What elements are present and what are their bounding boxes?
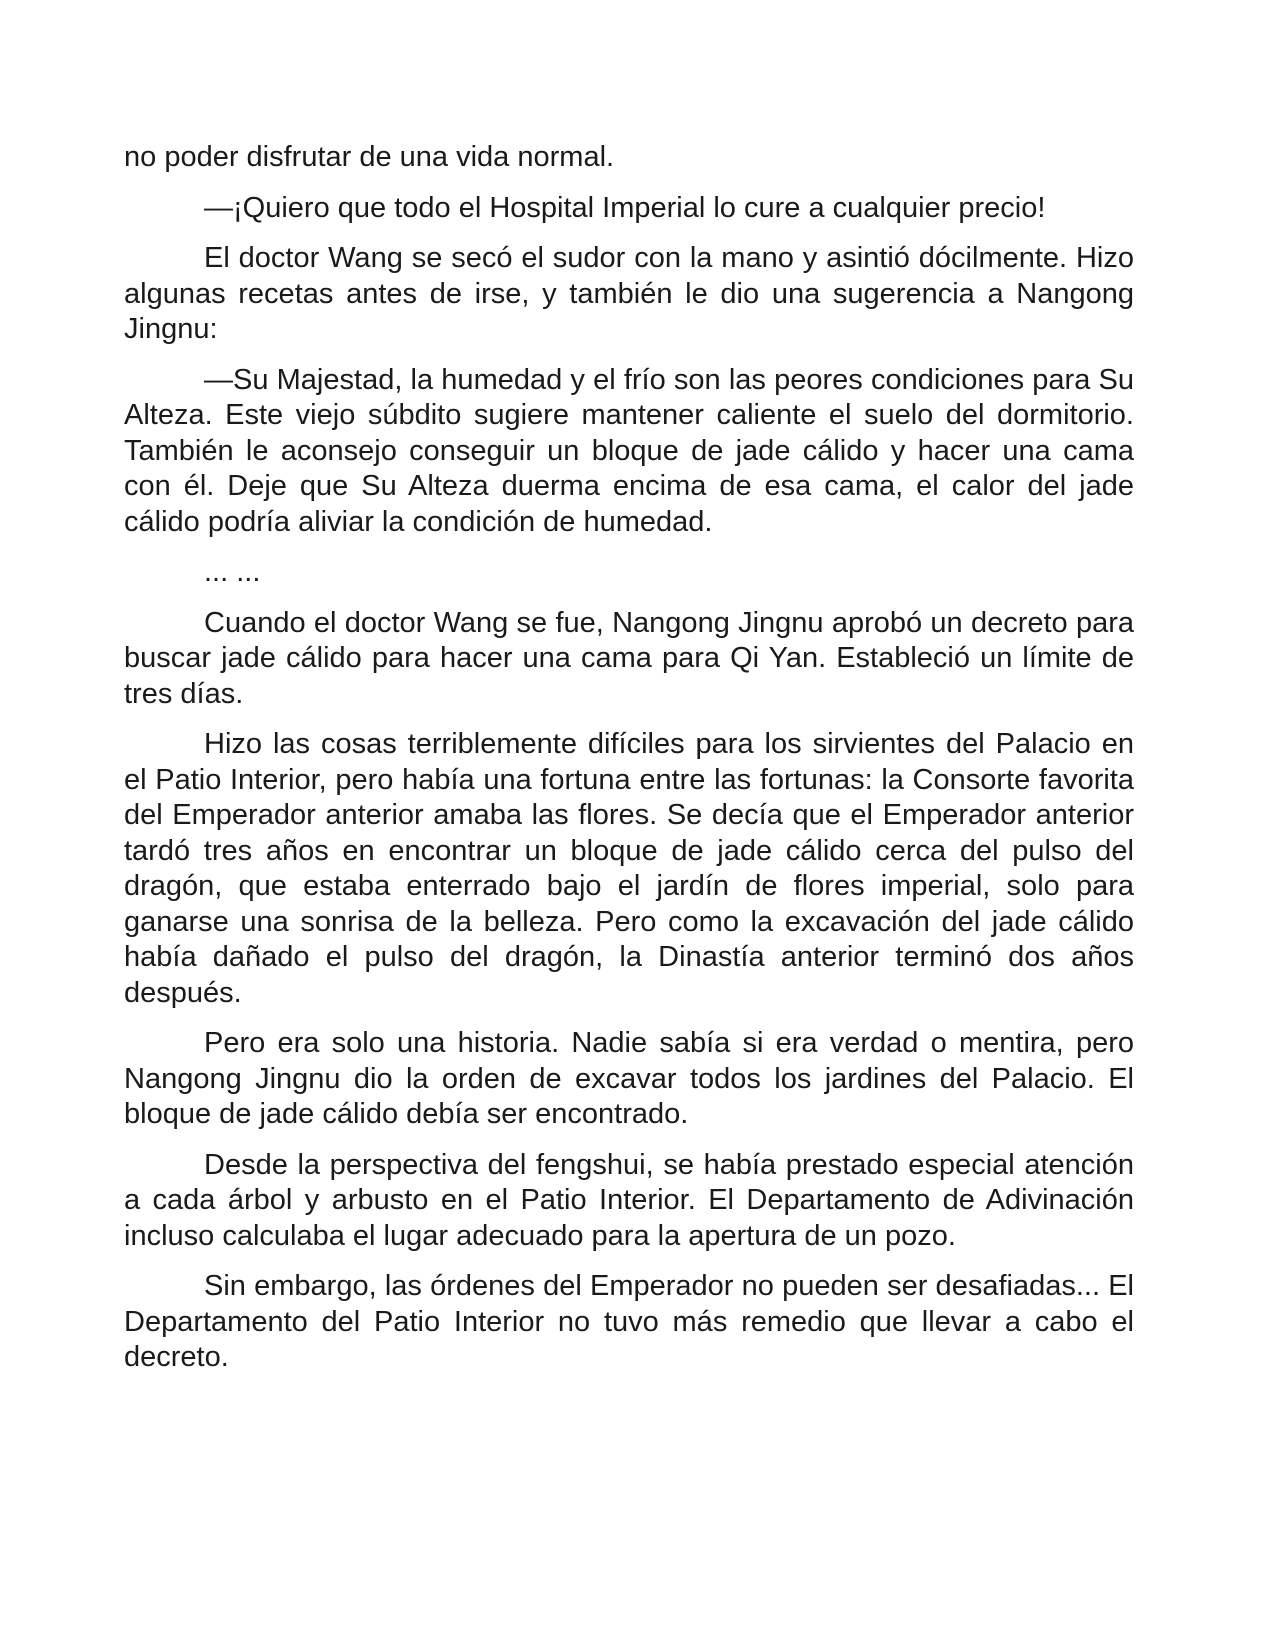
paragraph-5: Cuando el doctor Wang se fue, Nangong Jingnu aprobó un decreto para buscar jade cálido para hacer una cama para Qi Yan. Estableció un límite de tres días. [124,606,1134,710]
paragraph-4: —Su Majestad, la humedad y el frío son las peores condiciones para Su Alteza. Este viejo súbdito sugiere mantener caliente el suelo del dormitorio. También le aconsejo conseguir un bloque de jade cálido y hacer una cama con él. Deje que Su Alteza duerma encima de esa cama, el calor del jade cálido podría aliviar la condición de humedad. [124,363,1134,538]
paragraph-8: Desde la perspectiva del fengshui, se había prestado especial atención a cada árbol y arbusto en el Patio Interior. El Departamento de Adivinación incluso calculaba el lugar adecuado para la apertura de un pozo. [124,1148,1134,1252]
document-page [124,140,1134,1391]
paragraph-1: no poder disfrutar de una vida normal. [124,141,615,173]
paragraph-3: El doctor Wang se secó el sudor con la mano y asintió dócilmente. Hizo algunas recetas antes de irse, y también le dio una sugerencia a Nangong Jingnu: [124,242,1134,345]
paragraph-7: Pero era solo una historia. Nadie sabía si era verdad o mentira, pero Nangong Jingnu dio la orden de excavar todos los jardines del Palacio. El bloque de jade cálido debía ser encontrado. [124,1027,1134,1130]
paragraph-2: —¡Quiero que todo el Hospital Imperial lo cure a cualquier precio! [204,191,1046,224]
scene-break: ... ... [204,556,261,588]
paragraph-9: Sin embargo, las órdenes del Emperador no pueden ser desafiadas... El Departamento del Patio Interior no tuvo más remedio que llevar a cabo el decreto. [124,1270,1134,1373]
paragraph-6: Hizo las cosas terriblemente difíciles para los sirvientes del Palacio en el Patio Interior, pero había una fortuna entre las fortunas: la Consorte favorita del Emperador anterior amaba las flores. Se decía que el Emperador anterior tardó tres años en encontrar un bloque de jade cálido cerca del pulso del dragón, que estaba enterrado bajo el jardín de flores imperial, solo para ganarse una sonrisa de la belleza. Pero como la excavación del jade cálido había dañado el pulso del dragón, la Dinastía anterior terminó dos años después. [124,728,1134,1009]
